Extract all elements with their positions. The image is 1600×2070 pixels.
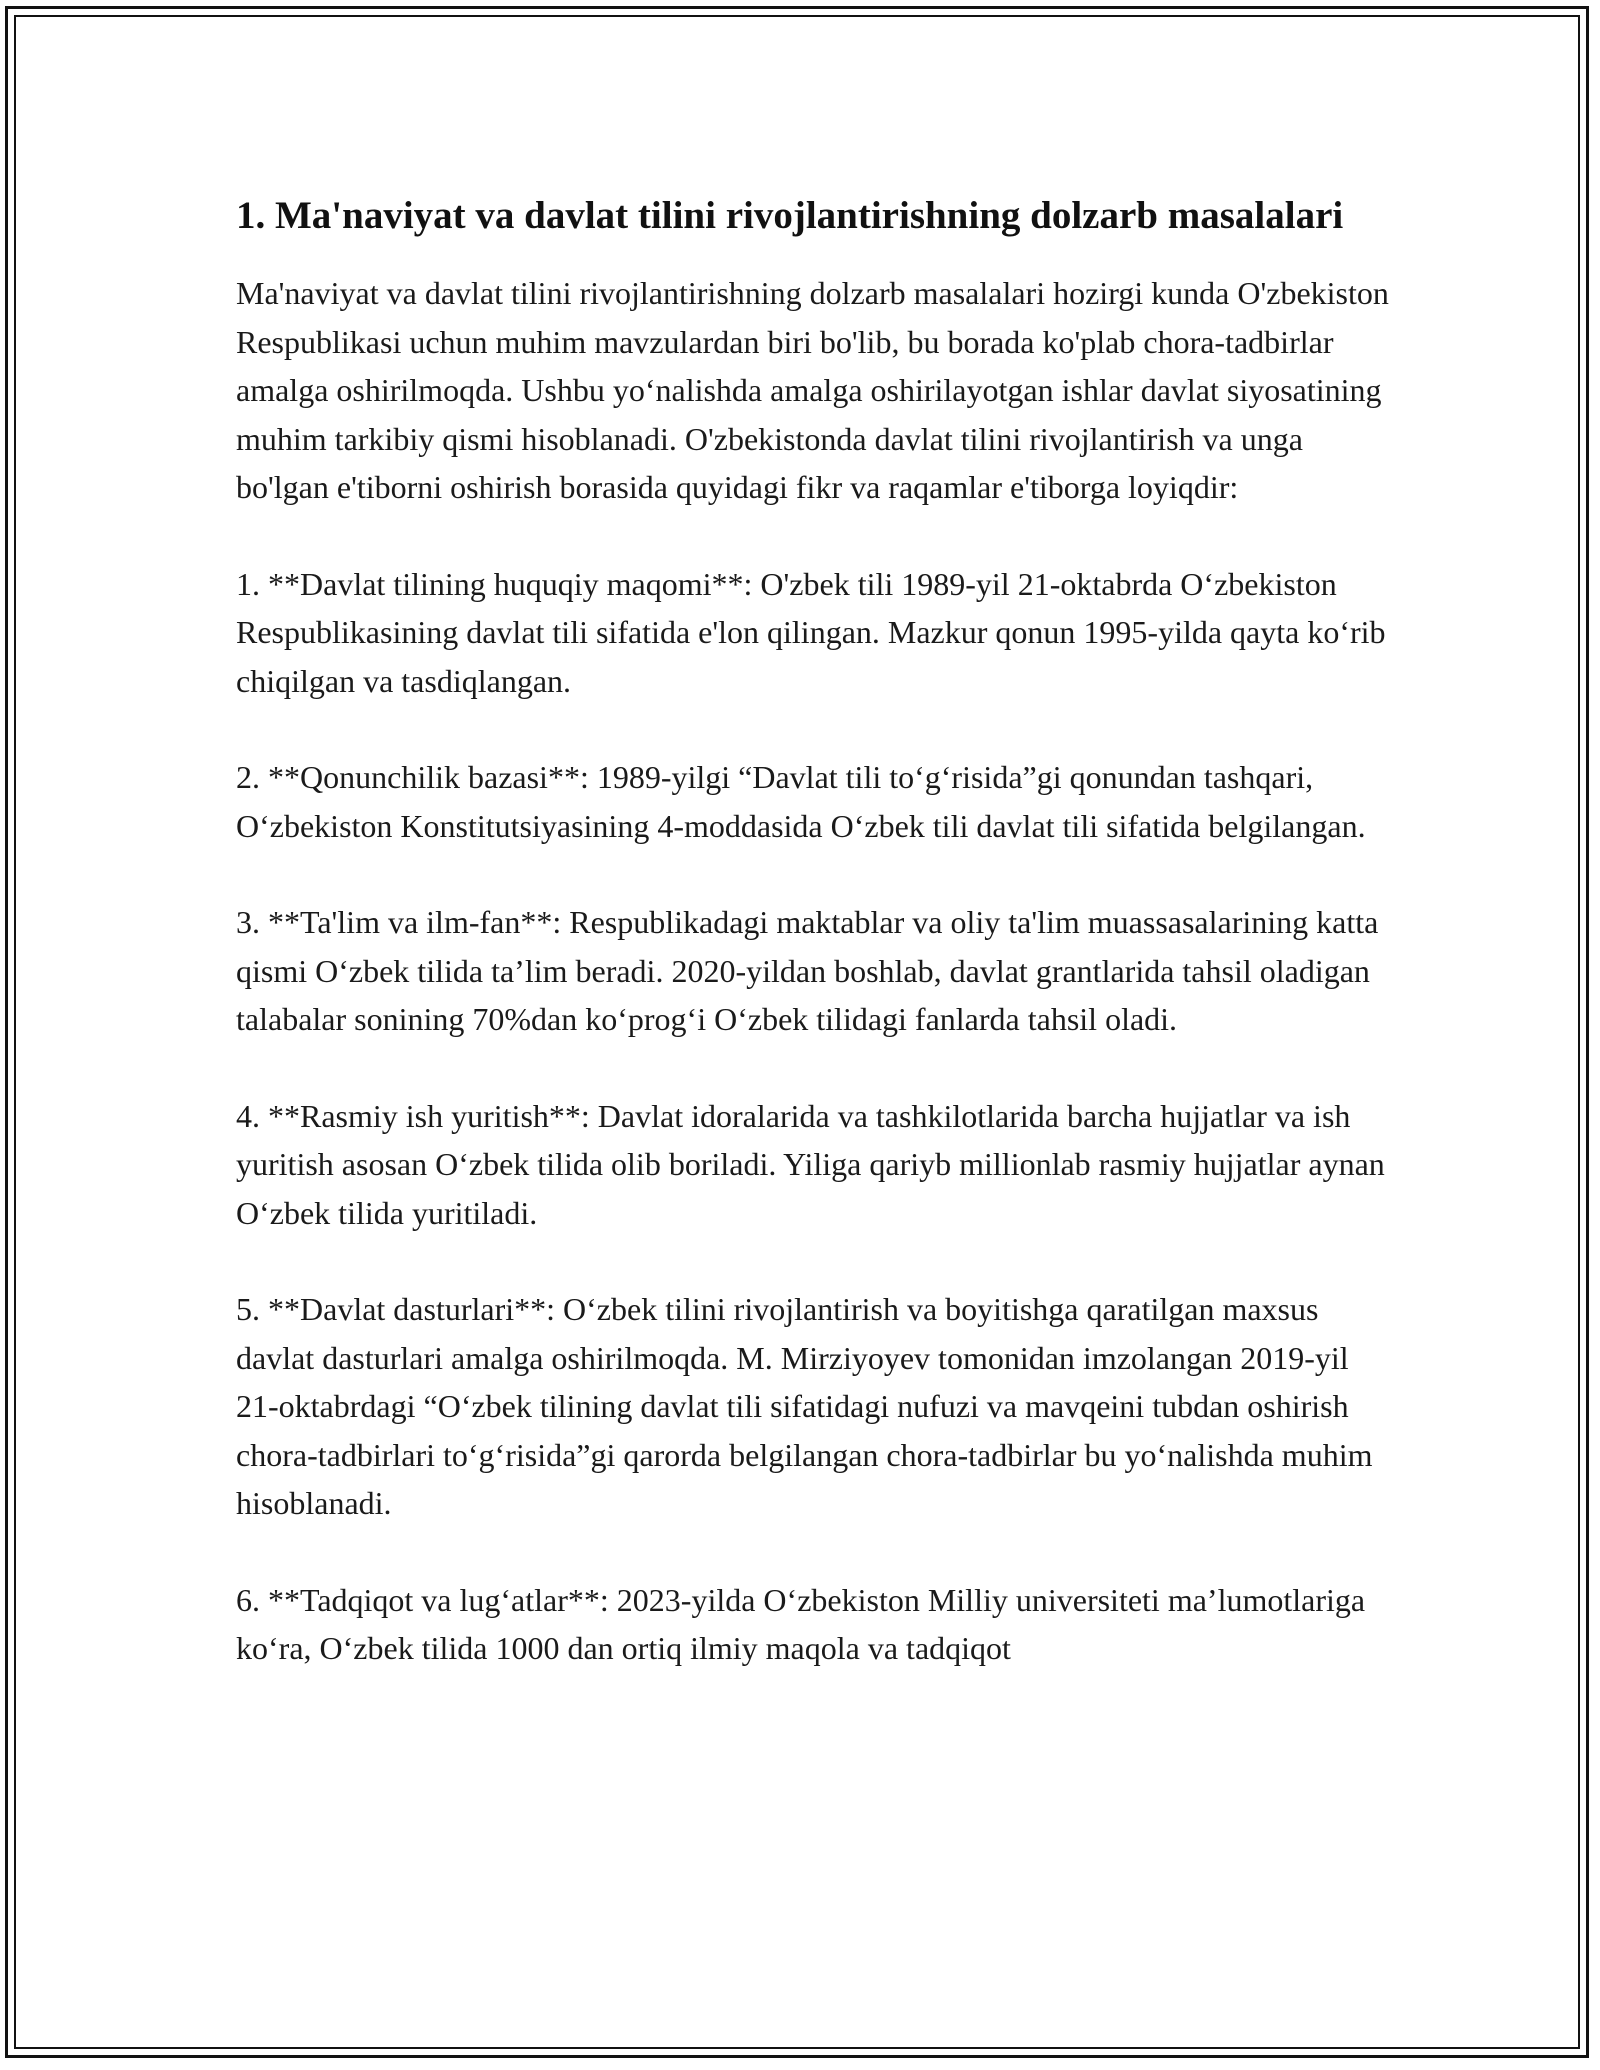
document-body <box>236 188 1396 1721</box>
list-item-legal-status: 1. **Davlat tilining huquqiy maqomi**: O'zbek tili 1989-yil 21-oktabrda Oʻzbekiston Respublikasining davlat tili sifatida e'lon qilingan. Mazkur qonun 1995-yilda qayta koʻrib chiqilgan va tasdiqlangan. <box>236 565 1386 699</box>
list-item-research: 6. **Tadqiqot va lugʻatlar**: 2023-yilda Oʻzbekiston Milliy universiteti ma’lumotlariga koʻra, Oʻzbek tilida 1000 dan ortiq ilmiy maqola va tadqiqot <box>236 1581 1366 1666</box>
list-item-official-records: 4. **Rasmiy ish yuritish**: Davlat idoralarida va tashkilotlarida barcha hujjatlar va ish yuritish asosan Oʻzbek tilida olib boriladi. Yiliga qariyb millionlab rasmiy hujjatlar aynan Oʻzbek tilida yuritiladi. <box>236 1097 1385 1231</box>
intro-paragraph: Ma'naviyat va davlat tilini rivojlantirishning dolzarb masalalari hozirgi kunda O'zbekiston Respublikasi uchun muhim mavzulardan biri bo'lib, bu borada ko'plab chora-tadbirlar amalga oshirilmoqda. Ushbu yoʻnalishda amalga oshirilayotgan ishlar davlat siyosatining muhim tarkibiy qismi hisoblanadi. O'zbekistonda davlat tilini rivojlantirish va unga bo'lgan e'tiborni oshirish borasida quyidagi fikr va raqamlar e'tiborga loyiqdir: <box>236 275 1389 505</box>
list-item-state-programs: 5. **Davlat dasturlari**: Oʻzbek tilini rivojlantirish va boyitishga qaratilgan maxsus davlat dasturlari amalga oshirilmoqda. M. Mirziyoyev tomonidan imzolangan 2019-yil 21-oktabrdagi “Oʻzbek tilining davlat tili sifatidagi nufuzi va mavqeini tubdan oshirish chora-tadbirlari toʻgʻrisida”gi qarorda belgilangan chora-tadbirlar bu yoʻnalishda muhim hisoblanadi. <box>236 1291 1373 1521</box>
page-title: 1. Ma'naviyat va davlat tilini rivojlantirishning dolzarb masalalari <box>236 194 1344 237</box>
list-item-education: 3. **Ta'lim va ilm-fan**: Respublikadagi maktablar va oliy ta'lim muassasalarining katta qismi Oʻzbek tilida ta’lim beradi. 2020-yildan boshlab, davlat grantlarida tahsil oladigan talabalar sonining 70%dan koʻprogʻi Oʻzbek tilidagi fanlarda tahsil oladi. <box>236 904 1379 1037</box>
list-item-legislation: 2. **Qonunchilik bazasi**: 1989-yilgi “Davlat tili toʻgʻrisida”gi qonundan tashqari, Oʻzbekiston Konstitutsiyasining 4-moddasida Oʻzbek tili davlat tili sifatida belgilangan. <box>236 759 1366 844</box>
